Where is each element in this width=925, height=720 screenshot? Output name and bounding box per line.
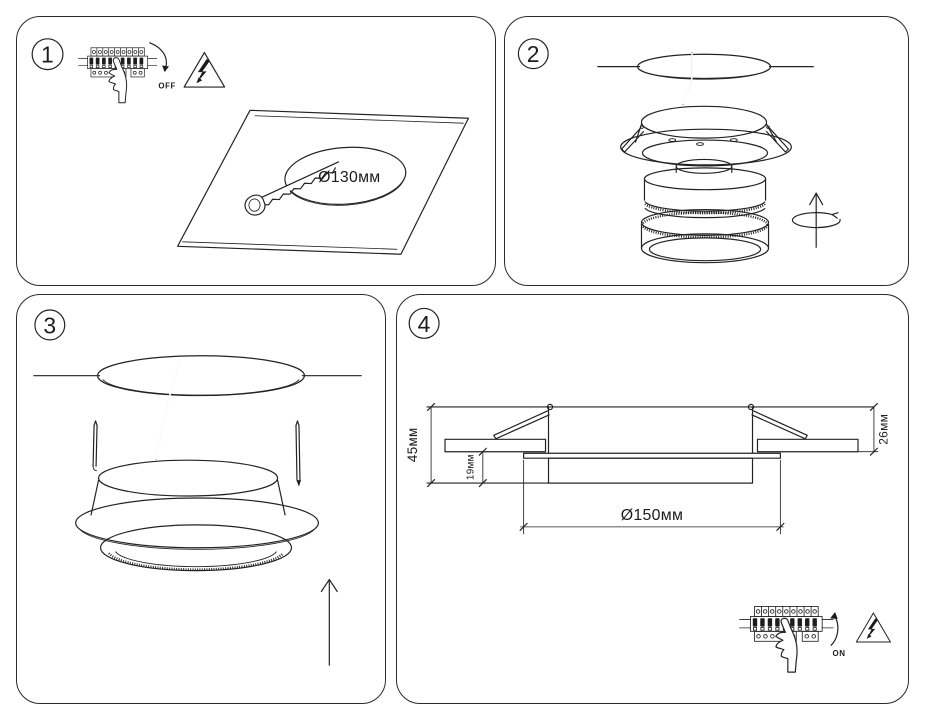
step-number-badge <box>32 39 63 70</box>
below-ceiling-label: 19мм <box>465 454 477 481</box>
switch-on-arrow-icon <box>830 612 838 645</box>
high-voltage-warning-icon <box>856 613 890 642</box>
spring-clip-left <box>93 421 97 471</box>
step-number-badge <box>518 39 548 69</box>
total-height-label: 45мм <box>405 427 421 463</box>
switch-off-arrow-icon <box>150 43 169 72</box>
rotate-counterclockwise-arrow-icon <box>792 193 840 247</box>
ceiling-tile-illustration <box>178 110 469 254</box>
trim-diameter-label: Ø150мм <box>620 506 684 524</box>
step-2-panel <box>504 16 909 286</box>
fixture-exploded-illustration <box>621 106 792 262</box>
dimension-below-ceiling <box>465 448 486 486</box>
ceiling-hole-illustration <box>598 54 813 79</box>
step-number: 2 <box>526 41 540 68</box>
above-ceiling-label: 26мм <box>876 413 891 445</box>
dimension-above-ceiling <box>858 403 890 455</box>
ceiling-hole-illustration <box>34 356 361 396</box>
step-number-badge <box>35 310 65 340</box>
power-wire <box>156 357 180 459</box>
circuit-breaker-illustration <box>740 606 834 672</box>
step-1-panel <box>16 16 496 286</box>
up-arrow-icon <box>321 580 337 666</box>
high-voltage-warning-icon <box>184 53 224 88</box>
step-number: 1 <box>41 41 55 68</box>
circuit-breaker-illustration <box>78 48 156 103</box>
step-3-panel <box>16 294 386 704</box>
hole-diameter-label: Ø130мм <box>318 168 381 186</box>
power-on-label: ON <box>832 649 846 659</box>
spring-clip-left <box>494 411 549 439</box>
step-4-panel <box>396 294 909 704</box>
power-off-label: OFF <box>158 81 176 91</box>
dimension-trim-diameter <box>520 460 784 534</box>
step-number: 4 <box>417 310 431 337</box>
dimension-total-height <box>405 403 434 486</box>
fixture-insert-illustration <box>76 421 319 571</box>
spring-clip-right <box>296 421 301 487</box>
ceiling-cross-section-illustration <box>405 403 890 533</box>
step-number-badge <box>409 308 439 338</box>
spring-clip-right <box>752 411 807 439</box>
step-number: 3 <box>43 312 57 339</box>
